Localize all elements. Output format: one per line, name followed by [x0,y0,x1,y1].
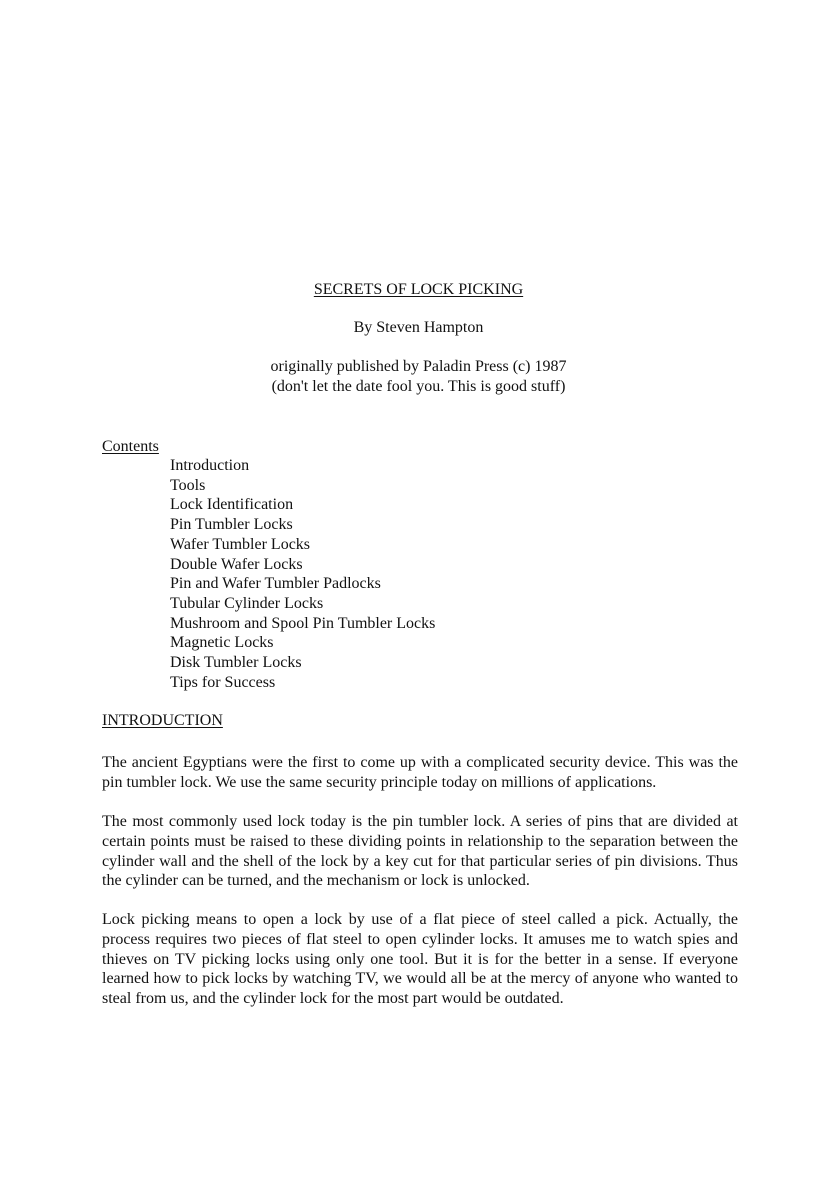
publication-note [0,357,837,397]
document-title: SECRETS OF LOCK PICKING [313,281,524,298]
introduction-heading: INTRODUCTION [102,712,223,729]
contents-item: Pin Tumbler Locks [170,516,293,534]
contents-heading: Contents [102,438,159,455]
introduction-paragraph: Lock picking means to open a lock by use of a flat piece of steel called a pick. Actually, the process requires two pieces of flat steel to open cylinder locks. It amuses me to watch spies and thieves on TV picking locks using only one tool. But it is for the better in a sense. If everyone learned how to pick locks by watching TV, we would all be at the mercy of anyone who wanted to steal from us, and the cylinder lock for the most part would be outdated. [102,911,738,1008]
contents-item: Tips for Success [170,673,276,691]
contents-item: Pin and Wafer Tumbler Padlocks [170,575,381,593]
contents-item: Introduction [170,457,250,474]
contents-item: Lock Identification [170,496,294,514]
contents-item: Disk Tumbler Locks [170,654,302,672]
contents-item: Magnetic Locks [170,634,274,652]
contents-item: Tools [170,476,206,494]
introduction-paragraph: The ancient Egyptians were the first to come up with a complicated security device. This was the pin tumbler lock. We use the same security principle today on millions of applications. [102,754,738,791]
contents-list [170,456,435,692]
contents-item: Mushroom and Spool Pin Tumbler Locks [170,614,436,632]
publication-line: originally published by Paladin Press (c) 1987 [270,358,567,375]
introduction-paragraph: The most commonly used lock today is the pin tumbler lock. A series of pins that are divided at certain points must be raised to these dividing points in relationship to the separation between the cylinder wall and the shell of the lock by a key cut for that particular series of pin divisions. Thus the cylinder can be turned, and the mechanism or lock is unlocked. [102,813,738,890]
document-author: By Steven Hampton [353,319,484,336]
contents-item: Wafer Tumbler Locks [170,535,311,553]
contents-item: Tubular Cylinder Locks [170,594,324,612]
publication-remark: (don't let the date fool you. This is good stuff) [271,378,566,395]
contents-item: Double Wafer Locks [170,555,303,573]
